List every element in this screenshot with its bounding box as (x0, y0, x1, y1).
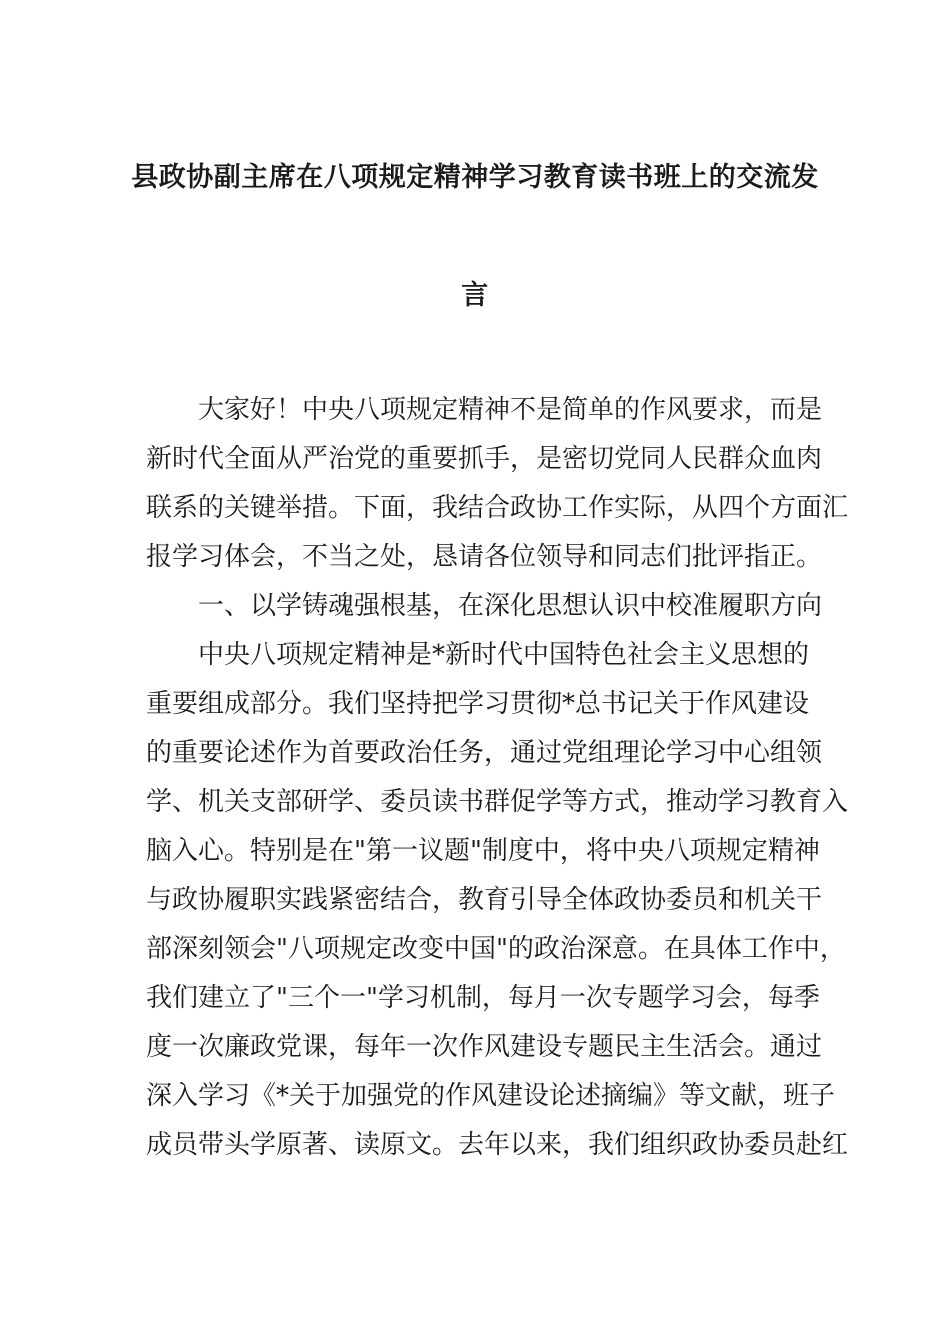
body-line-7: 重要组成部分。我们坚持把学习贯彻*总书记关于作风建设 (146, 689, 810, 719)
body-line-16: 成员带头学原著、读原文。去年以来，我们组织政协委员赴红 (146, 1130, 849, 1160)
body-line-13: 我们建立了"三个一"学习机制，每月一次专题学习会，每季 (146, 983, 820, 1013)
body-line-2: 新时代全面从严治党的重要抓手，是密切党同人民群众血肉 (146, 444, 823, 474)
body-line-8: 的重要论述作为首要政治任务，通过党组理论学习中心组领 (146, 738, 823, 768)
body-line-11: 与政协履职实践紧密结合，教育引导全体政协委员和机关干 (146, 885, 823, 915)
body-line-10: 脑入心。特别是在"第一议题"制度中，将中央八项规定精神 (146, 836, 820, 866)
body-line-14: 度一次廉政党课，每年一次作风建设专题民主生活会。通过 (146, 1032, 823, 1062)
body-line-1: 大家好！中央八项规定精神不是简单的作风要求，而是 (198, 395, 823, 425)
body-line-12: 部深刻领会"八项规定改变中国"的政治深意。在具体工作中， (146, 934, 846, 964)
body-line-4: 报学习体会，不当之处，恳请各位领导和同志们批评指正。 (146, 542, 823, 572)
body-line-3: 联系的关键举措。下面，我结合政协工作实际，从四个方面汇 (146, 493, 849, 523)
body-line-6: 中央八项规定精神是*新时代中国特色社会主义思想的 (198, 640, 810, 670)
section-heading-1: 一、以学铸魂强根基，在深化思想认识中校准履职方向 (198, 591, 823, 621)
body-line-9: 学、机关支部研学、委员读书群促学等方式，推动学习教育入 (146, 787, 849, 817)
document-title-line-1: 县政协副主席在八项规定精神学习教育读书班上的交流发 (131, 162, 819, 193)
body-line-15: 深入学习《*关于加强党的作风建设论述摘编》等文献，班子 (146, 1081, 836, 1111)
document-title-line-2: 言 (461, 280, 489, 311)
